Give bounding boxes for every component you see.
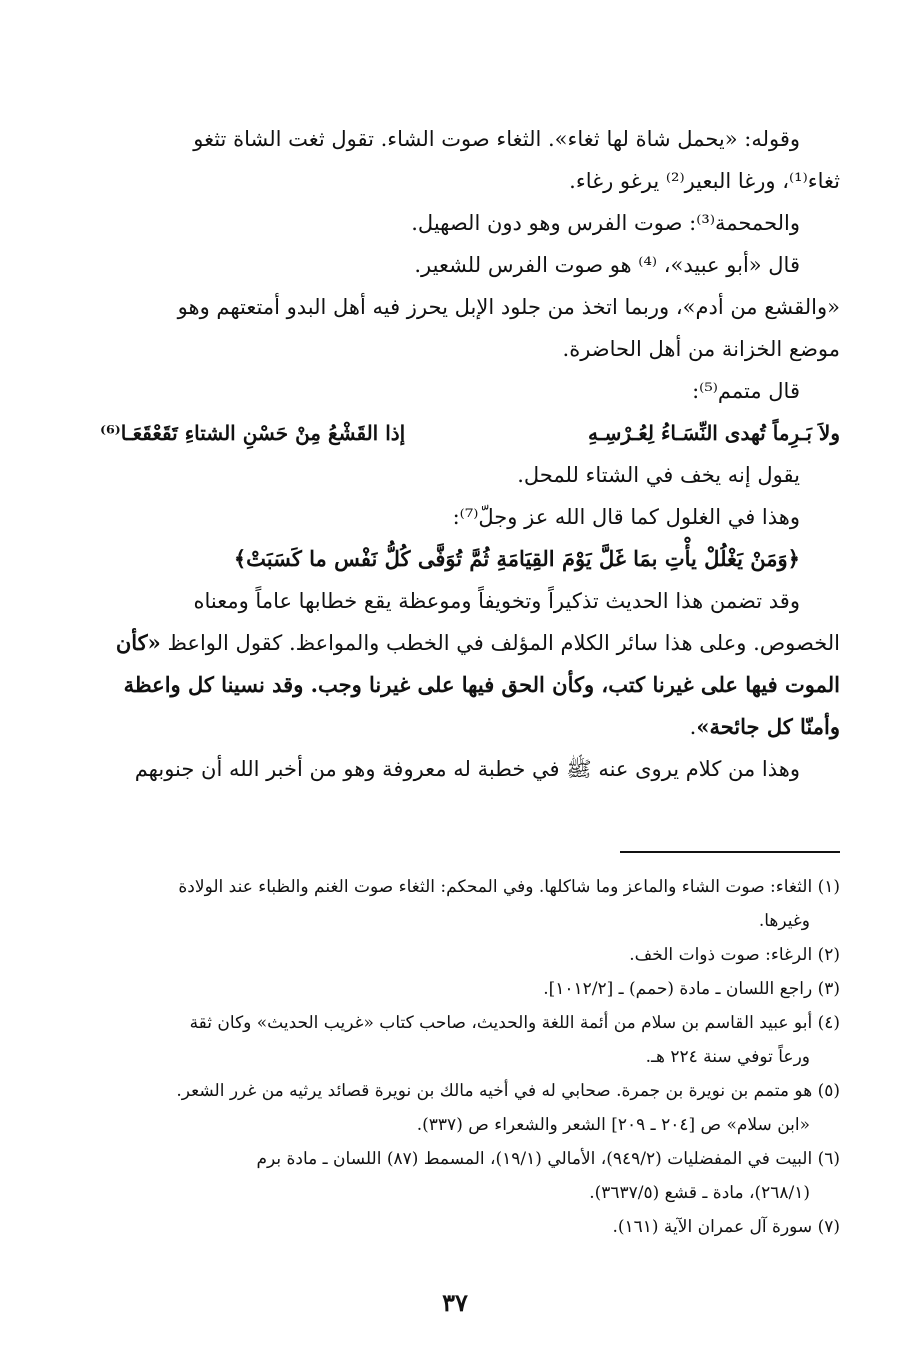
paragraph: وهذا من كلام يروى عنه ﷺ في خطبة له معروفة وهو من أخبر الله أن جنوبهم: [134, 757, 800, 781]
quote-bold: وأمنّا كل جائحة»: [696, 714, 840, 739]
footnote: (٦) البيت في المفضليات (٩٤٩/٢)، الأمالي (١٩/١)، المسمط (٨٧) اللسان ـ مادة برم: [256, 1149, 840, 1169]
verse-first-hemistich: ولاَ بَـرِماً تُهدى النِّسَـاءُ لِعُـرْسِـهِ: [588, 421, 840, 445]
paragraph: وقوله: «يحمل شاة لها ثغاء». الثغاء صوت الشاء. تقول ثغت الشاة تثغو: [193, 127, 800, 151]
footnote-continuation: «ابن سلام» ص [٢٠٤ ـ ٢٠٩] الشعر والشعراء ص (٣٣٧).: [416, 1115, 810, 1135]
footnote-continuation: ورعاً توفي سنة ٢٢٤ هـ.: [645, 1047, 810, 1067]
footnote-separator: [620, 851, 840, 853]
paragraph-text: الخصوص. وعلى هذا سائر الكلام المؤلف في الخطب والمواعظ. كقول الواعظ: [167, 631, 840, 655]
paragraph: والحمحمة⁽³⁾: صوت الفرس وهو دون الصهيل.: [411, 211, 800, 235]
quote-bold: الموت فيها على غيرنا كتب، وكأن الحق فيها على غيرنا وجب. وقد نسينا كل واعظة: [123, 672, 840, 697]
quote-bold: «كأن: [115, 630, 161, 655]
paragraph: «والقشع من أدم»، وربما اتخذ من جلود الإبل يحرز فيه أهل البدو أمتعتهم وهو: [177, 295, 840, 319]
footnote-continuation: (٢٦٨/١)، مادة ـ قشع (٣٦٣٧/٥).: [589, 1183, 810, 1203]
paragraph: قال «أبو عبيد»، ⁽⁴⁾ هو صوت الفرس للشعير.: [414, 253, 800, 277]
footnote: (١) الثغاء: صوت الشاء والماعز وما شاكلها. وفي المحكم: الثغاء صوت الغنم والظباء عند الولادة: [178, 877, 840, 897]
paragraph-continuation: موضع الخزانة من أهل الحاضرة.: [562, 337, 840, 361]
footnote: (٤) أبو عبيد القاسم بن سلام من أئمة اللغة والحديث، صاحب كتاب «غريب الحديث» وكان ثقة: [189, 1013, 840, 1033]
footnote: (٢) الرغاء: صوت ذوات الخف.: [629, 945, 840, 965]
footnote: (٥) هو متمم بن نويرة بن جمرة. صحابي له في أخيه مالك بن نويرة قصائد يرثيه من غرر الشعر.: [176, 1081, 840, 1101]
footnotes: [100, 870, 840, 1244]
paragraph-continuation: [100, 622, 840, 664]
paragraph-text: .: [689, 715, 697, 739]
verse-second-hemistich: إذا القَشْعُ مِنْ حَسْنِ الشتاءِ تَقَعْقَعَـا⁽⁶⁾: [100, 421, 406, 445]
poetry-verse: [100, 412, 840, 454]
paragraph-continuation: [100, 706, 840, 748]
paragraph: وهذا في الغلول كما قال الله عز وجلّ⁽⁷⁾:: [452, 505, 800, 529]
paragraph: يقول إنه يخف في الشتاء للمحل.: [517, 463, 800, 487]
page-number: ٣٧: [442, 1288, 468, 1317]
paragraph-continuation: ثغاء⁽¹⁾، ورغا البعير⁽²⁾ يرغو رغاء.: [569, 169, 840, 193]
footnote: (٧) سورة آل عمران الآية (١٦١).: [612, 1217, 840, 1237]
paragraph: وقد تضمن هذا الحديث تذكيراً وتخويفاً وموعظة يقع خطابها عاماً ومعناه: [193, 589, 800, 613]
footnote-continuation: وغيرها.: [758, 911, 810, 931]
main-text: [100, 118, 840, 790]
footnote: (٣) راجع اللسان ـ مادة (حمم) ـ [١٠١٢/٢].: [543, 979, 840, 999]
paragraph: قال متمم⁽⁵⁾:: [692, 379, 800, 403]
quran-verse: ﴿وَمَنْ يَغْلُلْ يأْتِ بمَا غَلَّ يَوْمَ القِيَامَةِ ثُمَّ تُوَفَّى كُلُّ نَفْس ما كَسَبَتْ﴾: [233, 546, 800, 571]
